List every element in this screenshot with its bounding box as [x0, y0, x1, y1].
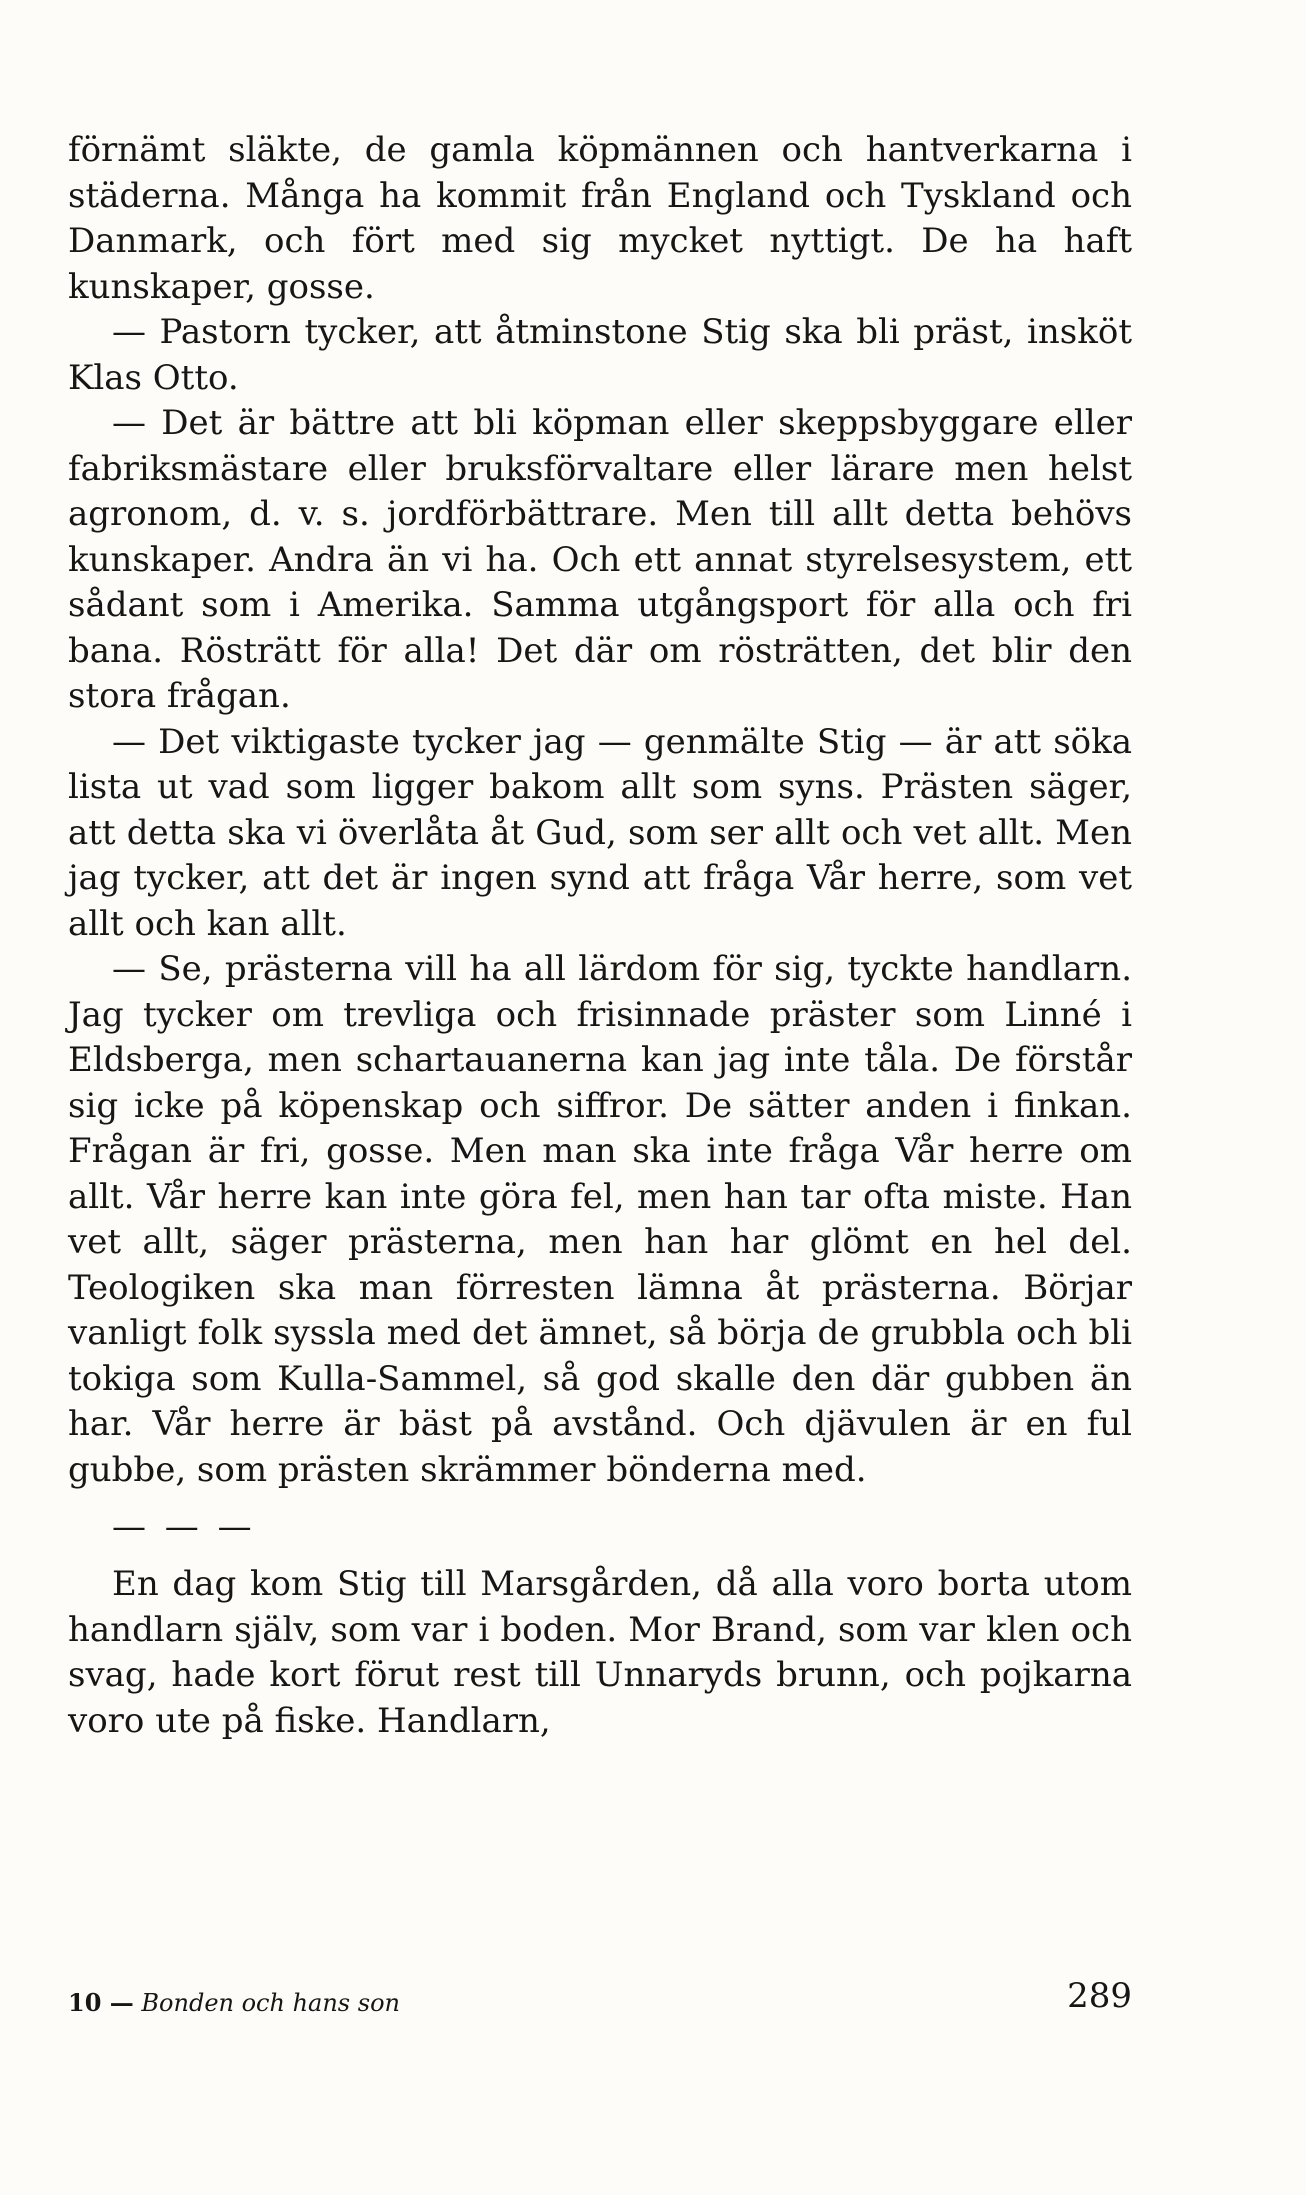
page-number: 289 [1067, 1976, 1132, 2016]
paragraph-2: — Pastorn tycker, att åtminstone Stig ska bli präst, insköt Klas Otto. [68, 312, 1132, 398]
printer-signature [68, 1988, 400, 2017]
page-footer [68, 1976, 1132, 2026]
paragraph-5: — Se, prästerna vill ha all lärdom för sig, tyckte handlarn. Jag tycker om trevliga och frisinnade präster som Linné i Eldsberga, men schartauanerna kan jag inte tåla. De förstår sig icke på köpenskap och siffror. De sätter anden i finkan. Frågan är fri, gosse. Men man ska inte fråga Vår herre om allt. Vår herre kan inte göra fel, men han tar ofta miste. Han vet allt, säger prästerna, men han har glömt en hel del. Teologiken ska man förresten lämna åt prästerna. Börjar vanligt folk syssla med det ämnet, så börja de grubbla och bli tokiga som Kulla-Sammel, så god skalle den där gubben än har. Vår herre är bäst på avstånd. Och djävulen är en ful gubbe, som prästen skrämmer bönderna med. [68, 949, 1132, 1490]
section-break: — — — [112, 1507, 256, 1547]
paragraph-3: — Det är bättre att bli köpman eller skeppsbyggare eller fabriksmästare eller bruksförvaltare eller lärare men helst agronom, d. v. s. jordförbättrare. Men till allt detta behövs kunskaper. Andra än vi ha. Och ett annat styrelsesystem, ett sådant som i Amerika. Samma utgångsport för alla och fri bana. Rösträtt för alla! Det där om rösträtten, det blir den stora frågan. [68, 403, 1132, 716]
body-text [68, 128, 1132, 1744]
paragraph-6: En dag kom Stig till Marsgården, då alla voro borta utom handlarn själv, som var i boden. Mor Brand, som var klen och svag, hade kort förut rest till Unnaryds brunn, och pojkarna voro ute på fiske. Handlarn, [68, 1564, 1132, 1741]
paragraph-4: — Det viktigaste tycker jag — genmälte Stig — är att söka lista ut vad som ligger bakom allt som syns. Prästen säger, att detta ska vi överlåta åt Gud, som ser allt och vet allt. Men jag tycker, att det är ingen synd att fråga Vår herre, som vet allt och kan allt. [68, 721, 1132, 944]
book-title: Bonden och hans son [141, 1989, 400, 2017]
paragraph-1: förnämt släkte, de gamla köpmännen och hantverkarna i städerna. Många ha kommit från England och Tyskland och Danmark, och fört med sig mycket nyttigt. De ha haft kunskaper, gosse. [68, 130, 1132, 307]
signature-number: 10 — [68, 1988, 134, 2017]
